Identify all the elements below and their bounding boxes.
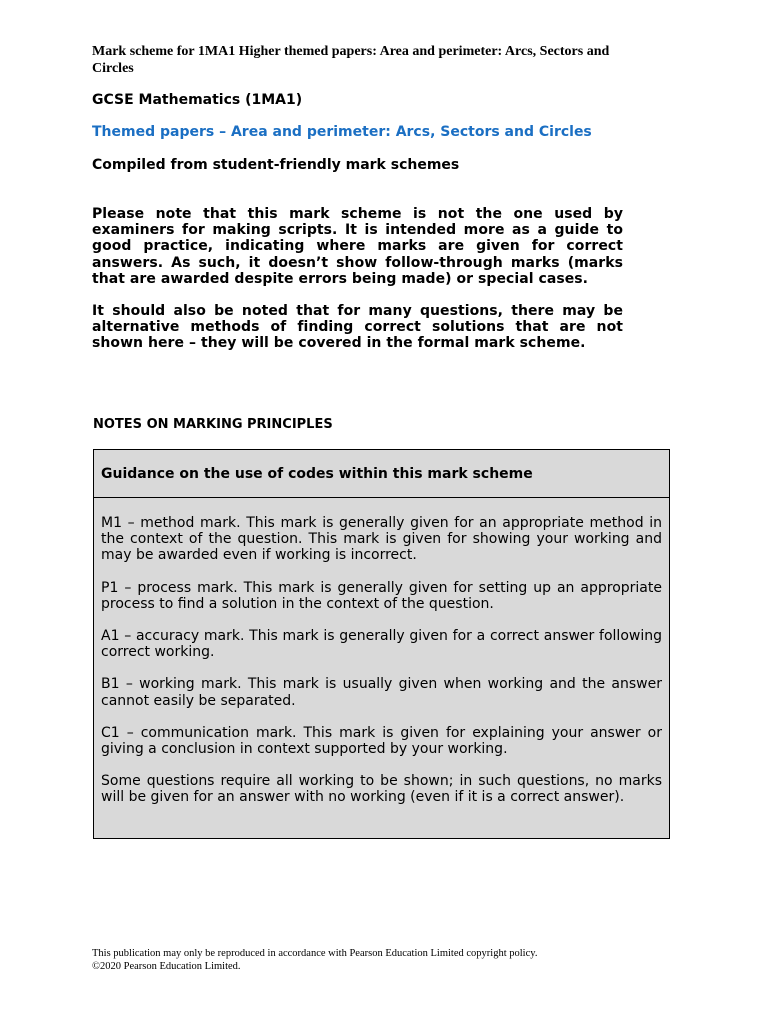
guidance-table-heading: Guidance on the use of codes within this mark scheme	[94, 450, 669, 498]
code-a1-description: A1 – accuracy mark. This mark is generally given for a correct answer following correct working.	[101, 628, 662, 661]
copyright-line: ©2020 Pearson Education Limited.	[92, 961, 241, 972]
code-c1-description: C1 – communication mark. This mark is given for explaining your answer or giving a conclusion in context supported by your working.	[101, 724, 662, 758]
code-p1-description: P1 – process mark. This mark is generally given for setting up an appropriate process to find a solution in the context of the question.	[101, 579, 662, 612]
code-m1-description: M1 – method mark. This mark is generally given for an appropriate method in the context of the question. This mark is given for showing your working and may be awarded even if working is incorrect.	[101, 515, 662, 564]
themed-papers-heading: Themed papers – Area and perimeter: Arcs, Sectors and Circles	[92, 124, 592, 140]
guidance-table	[93, 449, 670, 839]
copyright-policy-line: This publication may only be reproduced in accordance with Pearson Education Limited copyright policy.	[92, 948, 538, 959]
guidance-table-body	[94, 498, 669, 806]
compiled-note: Compiled from student-friendly mark schemes	[92, 157, 460, 173]
alternative-methods-paragraph: It should also be noted that for many questions, there may be alternative methods of finding correct solutions that are not shown here – they will be covered in the formal mark scheme.	[92, 303, 623, 352]
disclaimer-paragraph: Please note that this mark scheme is not the one used by examiners for making scripts. It is intended more as a guide to good practice, indicating where marks are given for correct answers. As such, it doesn’t show follow-through marks (marks that are awarded despite errors being made) or special cases.	[92, 206, 623, 287]
footer	[92, 947, 537, 973]
working-requirement-note: Some questions require all working to be shown; in such questions, no marks will be given for an answer with no working (even if it is a correct answer).	[101, 773, 662, 806]
code-b1-description: B1 – working mark. This mark is usually given when working and the answer cannot easily be separated.	[101, 676, 662, 709]
marking-principles-heading: NOTES ON MARKING PRINCIPLES	[93, 417, 333, 432]
document-title: Mark scheme for 1MA1 Higher themed papers: Area and perimeter: Arcs, Sectors and Circles	[92, 44, 610, 76]
subject-heading: GCSE Mathematics (1MA1)	[92, 92, 303, 108]
